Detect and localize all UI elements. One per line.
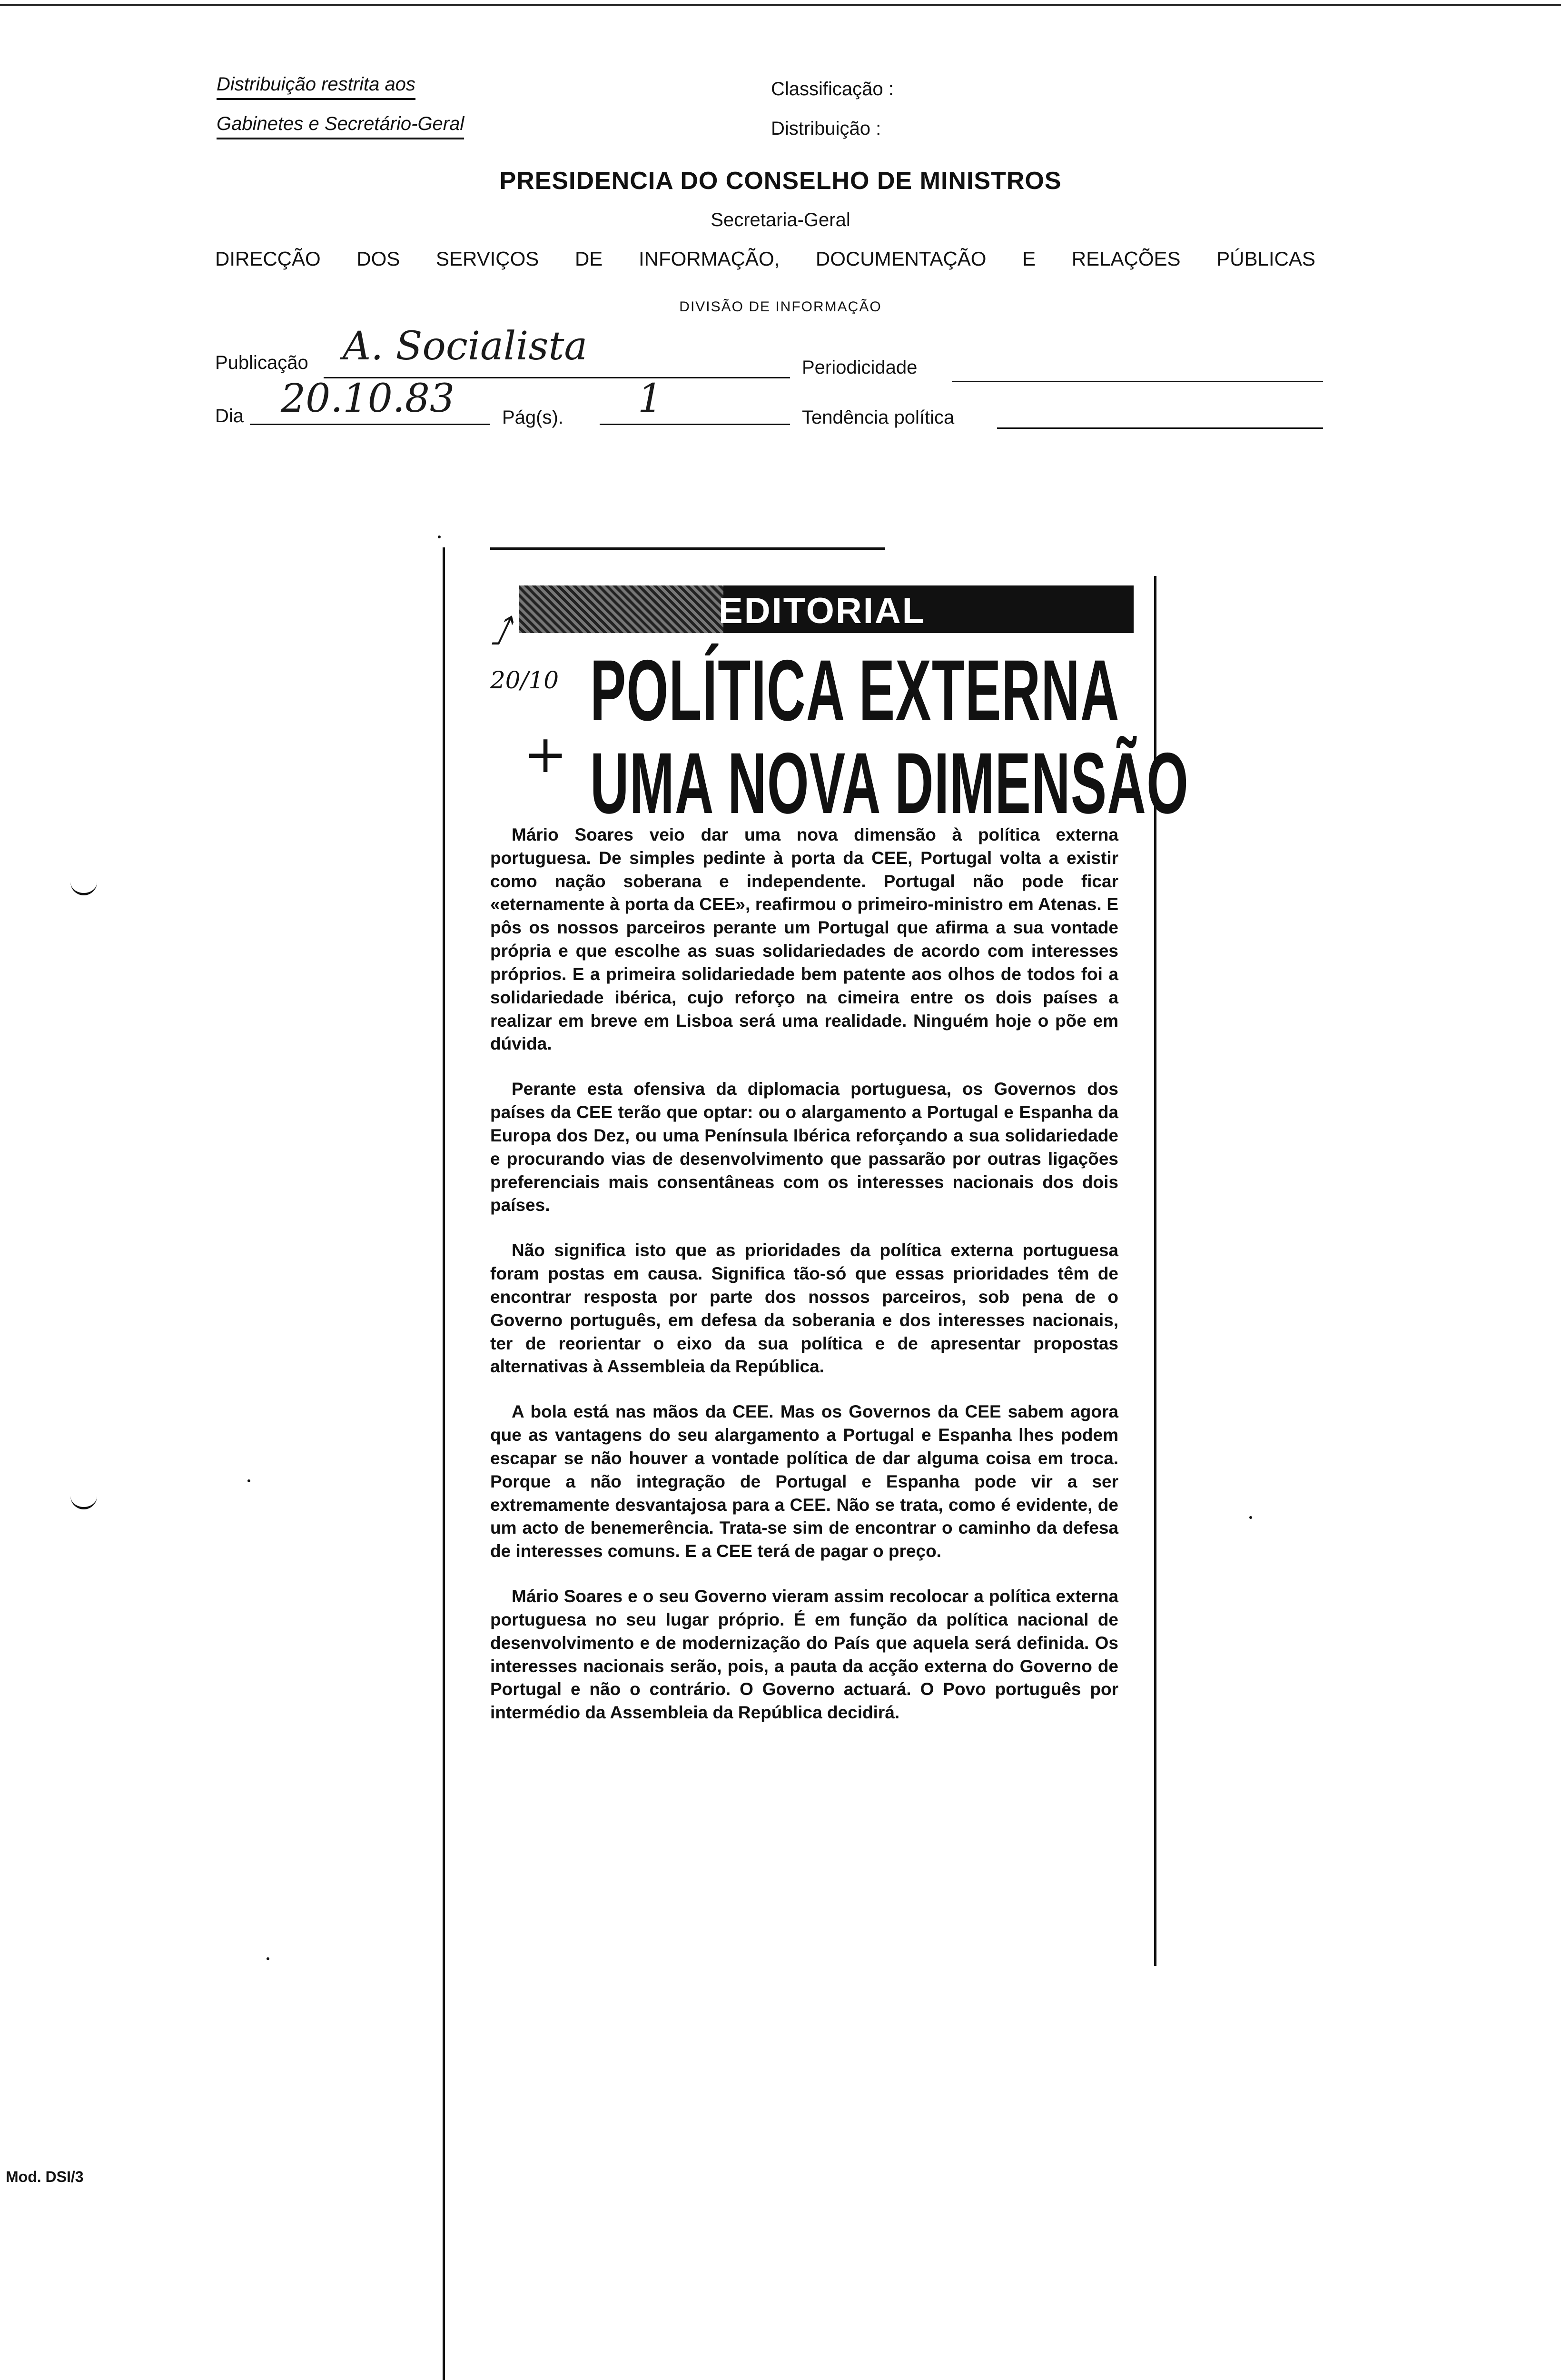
directorate-word: SERVIÇOS [436,248,539,270]
day-label: Dia [215,406,244,426]
political-tendency-label: Tendência política [802,407,955,428]
punch-hole-mark [70,1495,97,1509]
distribution-label: Distribuição : [771,118,881,139]
headline-line2: UMA NOVA DIMENSÃO [590,734,1189,832]
tendency-field-line [997,427,1323,429]
form-code: Mod. DSI/3 [6,2168,84,2185]
pages-label: Pág(s). [502,407,563,428]
secretariat-label: Secretaria-Geral [711,209,850,230]
article-paragraph: Mário Soares veio dar uma nova dimensão à política externa portuguesa. De simples pedinte à porta da CEE, Portugal volta a existir como nação soberana e independente. Portugal não pode ficar «eternamente à porta da CEE», reafirmou o primeiro-ministro em Atenas. E pôs os nossos parceiros perante um Portugal que afirma a sua vontade própria e que escolhe as suas solidariedades de acordo com interesses próprios. E a primeira solidariedade bem patente aos olhos de todos foi a solidariedade ibérica, cujo reforço na cimeira entre os dois países a realizar em breve em Lisboa será uma realidade. Ninguém hoje o põe em dúvida. [490,825,1118,1054]
editorial-banner [519,585,1134,633]
clipping-border-left [443,547,445,2380]
handwritten-cross-mark: + [524,724,568,784]
handwritten-scribble: ⭜ [490,609,510,654]
day-field-line [250,424,490,425]
article-body [490,823,1118,1746]
day-value-handwritten: 20.10.83 [281,376,455,421]
headline-line1: POLÍTICA EXTERNA [590,642,1120,739]
publication-value-handwritten: A. Socialista [343,324,588,369]
directorate-word: INFORMAÇÃO, [638,248,780,270]
handwritten-date-note: 20/10 [490,666,559,694]
scan-speck [1249,1516,1252,1519]
pages-field-line [600,424,790,425]
scan-speck [267,1957,269,1960]
scan-speck [247,1479,250,1482]
periodicity-label: Periodicidade [802,357,918,378]
restricted-text-2: Gabinetes e Secretário-Geral [217,113,464,134]
underline [217,98,415,100]
scan-speck [438,536,441,538]
punch-hole-mark [70,881,97,895]
directorate-word: DIRECÇÃO [215,248,321,270]
article-paragraph: Não significa isto que as prioridades da política externa portuguesa foram postas em causa. Significa tão-só que essas prioridades têm de encontrar resposta por parte dos nossos parceiros, sob pena de o Governo português, em defesa da soberania e dos interesses nacionais, ter de reorientar o eixo da sua política e de apresentar propostas alternativas à Assembleia da República. [490,1240,1118,1377]
pages-value-handwritten: 1 [638,376,663,421]
restricted-distribution-line2 [217,113,464,135]
directorate-line [215,248,1315,270]
banner-texture [519,585,723,633]
editorial-section-label: EDITORIAL [719,591,926,631]
directorate-word: DOS [356,248,400,270]
directorate-word: DOCUMENTAÇÃO [815,248,987,270]
article-paragraph: Mário Soares e o seu Governo vieram assim recolocar a política externa portuguesa no seu lugar próprio. É em função da política nacional de desenvolvimento e de modernização do País que aquela será definida. Os interesses nacionais serão, pois, a pauta da acção externa do Governo de Portugal e não o contrário. O Governo actuará. O Povo português por intermédio da Assembleia da República decidirá. [490,1587,1118,1723]
publication-label: Publicação [215,352,308,373]
top-border [0,4,1561,6]
directorate-word: E [1022,248,1036,270]
directorate-word: PÚBLICAS [1216,248,1315,270]
classification-label: Classificação : [771,79,894,99]
restricted-text-1: Distribuição restrita aos [217,74,415,95]
directorate-word: DE [574,248,603,270]
division-label: DIVISÃO DE INFORMAÇÃO [679,299,882,315]
article-paragraph: A bola está nas mãos da CEE. Mas os Governos da CEE sabem agora que as vantagens do seu alargamento a Portugal e Espanha lhes podem escapar se não houver a vontade política de dar alguma coisa em troca. Porque a não integração de Portugal e Espanha pode vir a ser extremamente desvantajosa para a CEE. Não se trata, como é evidente, de um acto de benemerência. Trata-se sim de encontrar o caminho da defesa de interesses comuns. E a CEE terá de pagar o preço. [490,1402,1118,1561]
organization-title: PRESIDENCIA DO CONSELHO DE MINISTROS [499,167,1062,195]
clipping-border-top [490,547,885,550]
periodicity-field-line [952,381,1323,382]
underline [217,138,464,139]
article-paragraph: Perante esta ofensiva da diplomacia portuguesa, os Governos dos países da CEE terão que optar: ou o alargamento a Portugal e Espanha da Europa dos Dez, ou uma Península Ibérica reforçando a sua solidariedade e procurando vias de desenvolvimento que passarão por outras ligações preferenciais mais consentâneas com os interesses nacionais dos dois países. [490,1079,1118,1215]
directorate-word: RELAÇÕES [1071,248,1181,270]
restricted-distribution-line1 [217,74,415,95]
